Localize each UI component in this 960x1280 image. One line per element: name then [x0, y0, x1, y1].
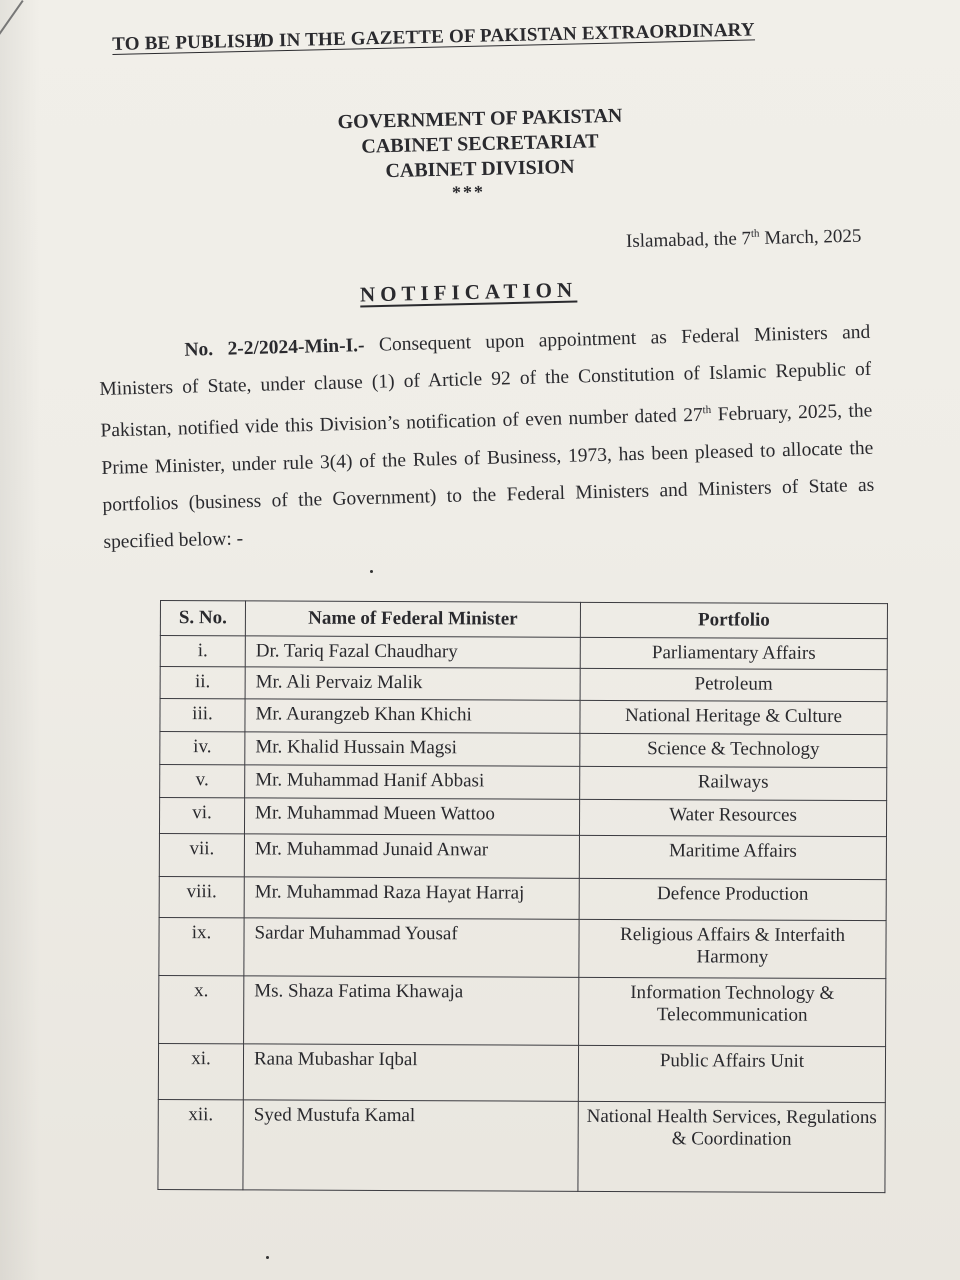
header-portfolio: Portfolio — [580, 602, 887, 638]
date-suffix: March, 2025 — [759, 225, 862, 249]
body-text-1: Consequent upon appointment as Federal Ministers and Ministers of State, under clause (1) of Article 92 of the Constitution of Islamic Republic of Pakistan, notified vide this Division’s notification of even number dated 27 — [99, 321, 872, 442]
secretariat-heading: CABINET SECRETARIAT — [361, 130, 599, 158]
row-name: Mr. Ali Pervaiz Malik — [245, 667, 580, 700]
division-heading: CABINET DIVISION — [385, 155, 575, 183]
row-portfolio: Information Technology & Telecommunication — [579, 977, 886, 1046]
notification-body — [98, 314, 876, 561]
table-row — [160, 636, 887, 670]
row-name: Rana Mubashar Iqbal — [243, 1044, 578, 1101]
header-sno: S. No. — [160, 601, 245, 636]
row-portfolio: National Health Services, Regulations & Coordination — [578, 1101, 885, 1192]
table-row — [159, 975, 886, 1046]
gazette-heading: TO BE PUBLISH̸D IN THE GAZETTE OF PAKISTAN EXTRAORDINARY — [112, 19, 756, 55]
ink-speck — [370, 570, 373, 573]
table-row — [160, 732, 887, 768]
portfolio-table — [157, 600, 888, 1193]
row-portfolio: Parliamentary Affairs — [580, 637, 887, 669]
table-row — [160, 765, 887, 801]
row-name: Ms. Shaza Fatima Khawaja — [244, 976, 579, 1045]
row-portfolio: Petroleum — [580, 668, 887, 701]
date-prefix: Islamabad, the 7 — [625, 228, 752, 252]
row-portfolio: Religious Affairs & Interfaith Harmony — [579, 919, 886, 978]
row-name: Mr. Muhammad Hanif Abbasi — [245, 765, 580, 799]
row-name: Mr. Muhammad Mueen Wattoo — [244, 798, 579, 835]
page-shadow — [0, 0, 40, 1280]
row-name: Mr. Khalid Hussain Magsi — [245, 732, 580, 766]
row-portfolio: National Heritage & Culture — [580, 700, 887, 734]
row-sno: x. — [159, 975, 244, 1043]
header-name: Name of Federal Minister — [245, 601, 580, 637]
ink-speck — [266, 1256, 269, 1259]
row-sno: v. — [160, 765, 245, 798]
table-row — [160, 699, 887, 735]
row-sno: ii. — [160, 667, 245, 699]
row-name: Syed Mustufa Kamal — [243, 1100, 578, 1191]
row-sno: viii. — [159, 876, 244, 917]
row-name: Mr. Muhammad Junaid Anwar — [244, 834, 579, 878]
row-sno: xii. — [158, 1099, 243, 1189]
body-text-2: February, 2025, the Prime Minister, under rule 3(4) of the Rules of Business, 1973, has been pleased to allocate the portfolios (business of the Government) to the Federal Ministers and Ministers of State as specified below: - — [101, 400, 875, 553]
table-row — [160, 667, 887, 702]
row-sno: i. — [160, 636, 245, 667]
row-portfolio: Public Affairs Unit — [578, 1045, 885, 1102]
row-sno: vi. — [159, 798, 244, 834]
table-row — [158, 1099, 885, 1192]
notification-title: NOTIFICATION — [359, 277, 578, 307]
row-sno: iii. — [160, 699, 245, 732]
row-sno: ix. — [159, 917, 244, 975]
row-name: Sardar Muhammad Yousaf — [244, 918, 579, 977]
table-row — [159, 798, 886, 837]
row-portfolio: Science & Technology — [580, 733, 887, 767]
stars-separator: *** — [451, 181, 486, 203]
government-heading: GOVERNMENT OF PAKISTAN — [337, 104, 623, 134]
row-portfolio: Railways — [580, 766, 887, 800]
table-row — [159, 876, 886, 920]
table-header-row — [160, 601, 887, 639]
row-sno: iv. — [160, 732, 245, 765]
row-sno: xi. — [158, 1043, 243, 1099]
table-row — [158, 1043, 885, 1102]
row-name: Mr. Muhammad Raza Hayat Harraj — [244, 877, 579, 919]
row-portfolio: Defence Production — [579, 878, 886, 920]
row-name: Dr. Tariq Fazal Chaudhary — [245, 636, 580, 668]
date-ordinal: th — [750, 227, 760, 240]
row-portfolio: Maritime Affairs — [579, 835, 886, 879]
row-portfolio: Water Resources — [579, 799, 886, 836]
row-sno: vii. — [159, 833, 244, 876]
body-ordinal: th — [702, 403, 712, 417]
table-row — [159, 917, 886, 978]
portfolio-table-wrapper — [157, 600, 888, 1193]
notification-ref: No. 2-2/2024-Min-I.- — [184, 335, 365, 361]
table-row — [159, 833, 886, 879]
row-name: Mr. Aurangzeb Khan Khichi — [245, 699, 580, 733]
date-line — [626, 225, 862, 253]
